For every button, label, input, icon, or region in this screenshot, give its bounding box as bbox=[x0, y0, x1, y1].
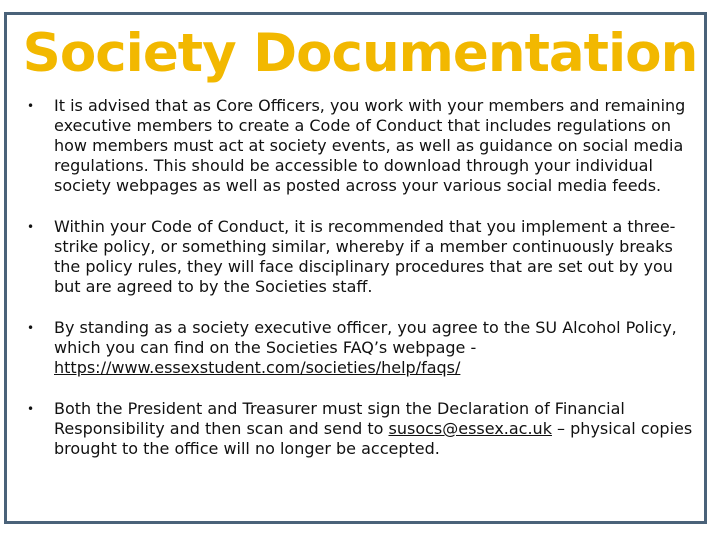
bullet-list bbox=[24, 96, 694, 480]
bullet-text: Both the President and Treasurer must sign the Declaration of Financial Responsibility and then scan and send to bbox=[54, 399, 625, 438]
bullet-text: Within your Code of Conduct, it is recommended that you implement a three-strike policy, or something similar, whereby if a member continuously breaks the policy rules, they will face disciplinary procedures that are set out by you but are agreed to by the Societies staff. bbox=[54, 217, 676, 296]
bullet-text: By standing as a society executive officer, you agree to the SU Alcohol Policy, which you can find on the Societies FAQ’s webpage - bbox=[54, 318, 677, 357]
page-title: Society Documentation bbox=[22, 23, 698, 84]
bullet-dot: • bbox=[27, 99, 35, 113]
email-link[interactable]: susocs@essex.ac.uk bbox=[388, 419, 552, 438]
list-item bbox=[24, 399, 694, 459]
bullet-dot: • bbox=[27, 321, 35, 335]
list-item bbox=[24, 318, 694, 378]
bullet-text-tail: – physical copies brought to the office will no longer be accepted. bbox=[54, 419, 693, 458]
bullet-text: It is advised that as Core Officers, you work with your members and remaining executive members to create a Code of Conduct that includes regulations on how members must act at society events, as well as guidance on social media regulations. This should be accessible to download through your individual society webpages as well as posted across your various social media feeds. bbox=[54, 96, 686, 195]
list-item bbox=[24, 96, 694, 196]
bullet-dot: • bbox=[27, 220, 35, 234]
list-item bbox=[24, 217, 694, 297]
bullet-dot: • bbox=[27, 402, 35, 416]
faqs-link[interactable]: https://www.essexstudent.com/societies/help/faqs/ bbox=[54, 358, 461, 377]
